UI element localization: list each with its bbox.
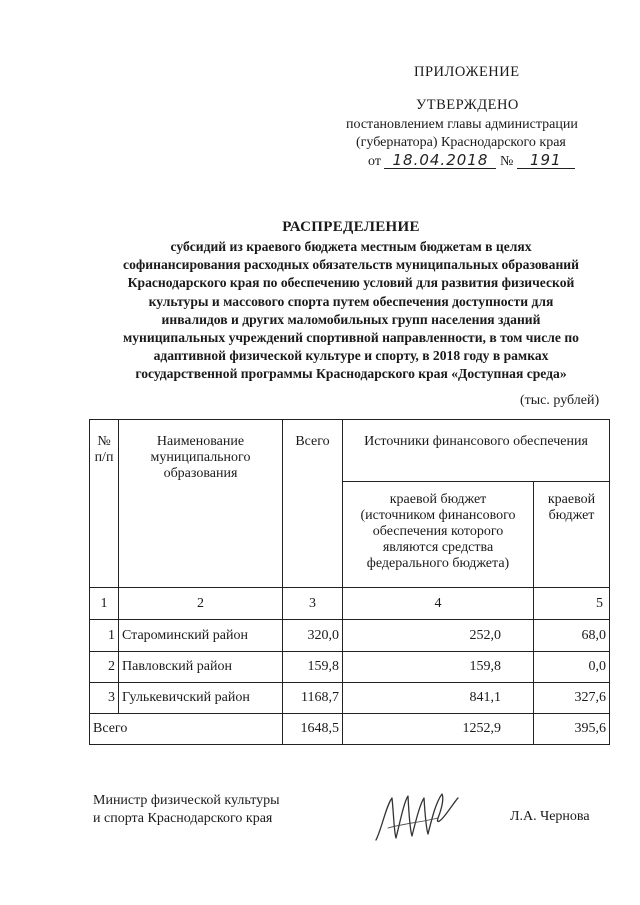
- date-value: 18.04.2018: [384, 153, 496, 169]
- table-header-row: [90, 420, 610, 482]
- column-index: 4: [343, 588, 534, 620]
- header-name: Наименование муниципального образования: [119, 420, 283, 588]
- number-value: 191: [517, 153, 575, 169]
- approved-label: УТВЕРЖДЕНО: [416, 97, 519, 113]
- document-title: РАСПРЕДЕЛЕНИЕ: [282, 219, 420, 235]
- unit-label: (тыс. рублей): [520, 393, 600, 408]
- signatory-position: Министр физической культуры и спорта Краснодарского края: [93, 793, 280, 826]
- subtitle-line: государственной программы Краснодарского края «Доступная среда»: [135, 366, 567, 382]
- subtitle-line: софинансирования расходных обязательств муниципальных образований: [123, 257, 579, 273]
- row-federal: 252,0: [343, 620, 534, 652]
- column-index: 3: [283, 588, 343, 620]
- table-row: [90, 620, 610, 652]
- subtitle-line: инвалидов и других маломобильных групп населения зданий: [161, 311, 541, 327]
- row-number: 3: [90, 683, 119, 714]
- row-total: 159,8: [283, 652, 343, 683]
- row-regional: 327,6: [534, 683, 610, 714]
- document-heading: [96, 219, 606, 384]
- header-total: Всего: [283, 420, 343, 588]
- distribution-table: [89, 419, 610, 745]
- total-label: Всего: [90, 714, 283, 745]
- subtitle-line: культуры и массового спорта путем обеспечения доступности для: [148, 293, 554, 309]
- total-regional: 395,6: [534, 714, 610, 745]
- column-index: 1: [90, 588, 119, 620]
- row-total: 1168,7: [283, 683, 343, 714]
- row-regional: 68,0: [534, 620, 610, 652]
- subtitle-line: муниципальных учреждений спортивной направленности, в том числе по: [123, 330, 579, 346]
- header-num: № п/п: [90, 420, 119, 588]
- subtitle-line: адаптивной физической культуре и спорту, в 2018 году в рамках: [153, 348, 549, 364]
- column-index: 5: [534, 588, 610, 620]
- row-name: Староминский район: [119, 620, 283, 652]
- row-number: 1: [90, 620, 119, 652]
- header-federal: краевой бюджет (источником финансового обеспечения которого являются средства федерального бюджета): [343, 482, 534, 588]
- row-total: 320,0: [283, 620, 343, 652]
- document-subtitle: [96, 238, 606, 384]
- row-number: 2: [90, 652, 119, 683]
- approval-date-line: [368, 153, 575, 170]
- number-prefix: №: [499, 154, 514, 169]
- table-row: [90, 683, 610, 714]
- handwritten-signature: [372, 788, 462, 848]
- total-federal: 1252,9: [343, 714, 534, 745]
- date-prefix: от: [368, 154, 381, 169]
- approval-line-1: постановлением главы администрации: [346, 117, 578, 132]
- total-sum: 1648,5: [283, 714, 343, 745]
- subtitle-line: Краснодарского края по обеспечению условий для развития физической: [127, 275, 575, 291]
- table-total-row: [90, 714, 610, 745]
- header-sources: Источники финансового обеспечения: [343, 420, 610, 482]
- approval-line-2: (губернатора) Краснодарского края: [356, 135, 566, 150]
- signatory-name: Л.А. Чернова: [510, 809, 590, 824]
- column-index: 2: [119, 588, 283, 620]
- header-regional: краевой бюджет: [534, 482, 610, 588]
- appendix-label: ПРИЛОЖЕНИЕ: [414, 64, 520, 80]
- row-federal: 841,1: [343, 683, 534, 714]
- row-name: Павловский район: [119, 652, 283, 683]
- table-row: [90, 652, 610, 683]
- row-name: Гулькевичский район: [119, 683, 283, 714]
- row-federal: 159,8: [343, 652, 534, 683]
- column-index-row: [90, 588, 610, 620]
- row-regional: 0,0: [534, 652, 610, 683]
- subtitle-line: субсидий из краевого бюджета местным бюджетам в целях: [170, 239, 532, 254]
